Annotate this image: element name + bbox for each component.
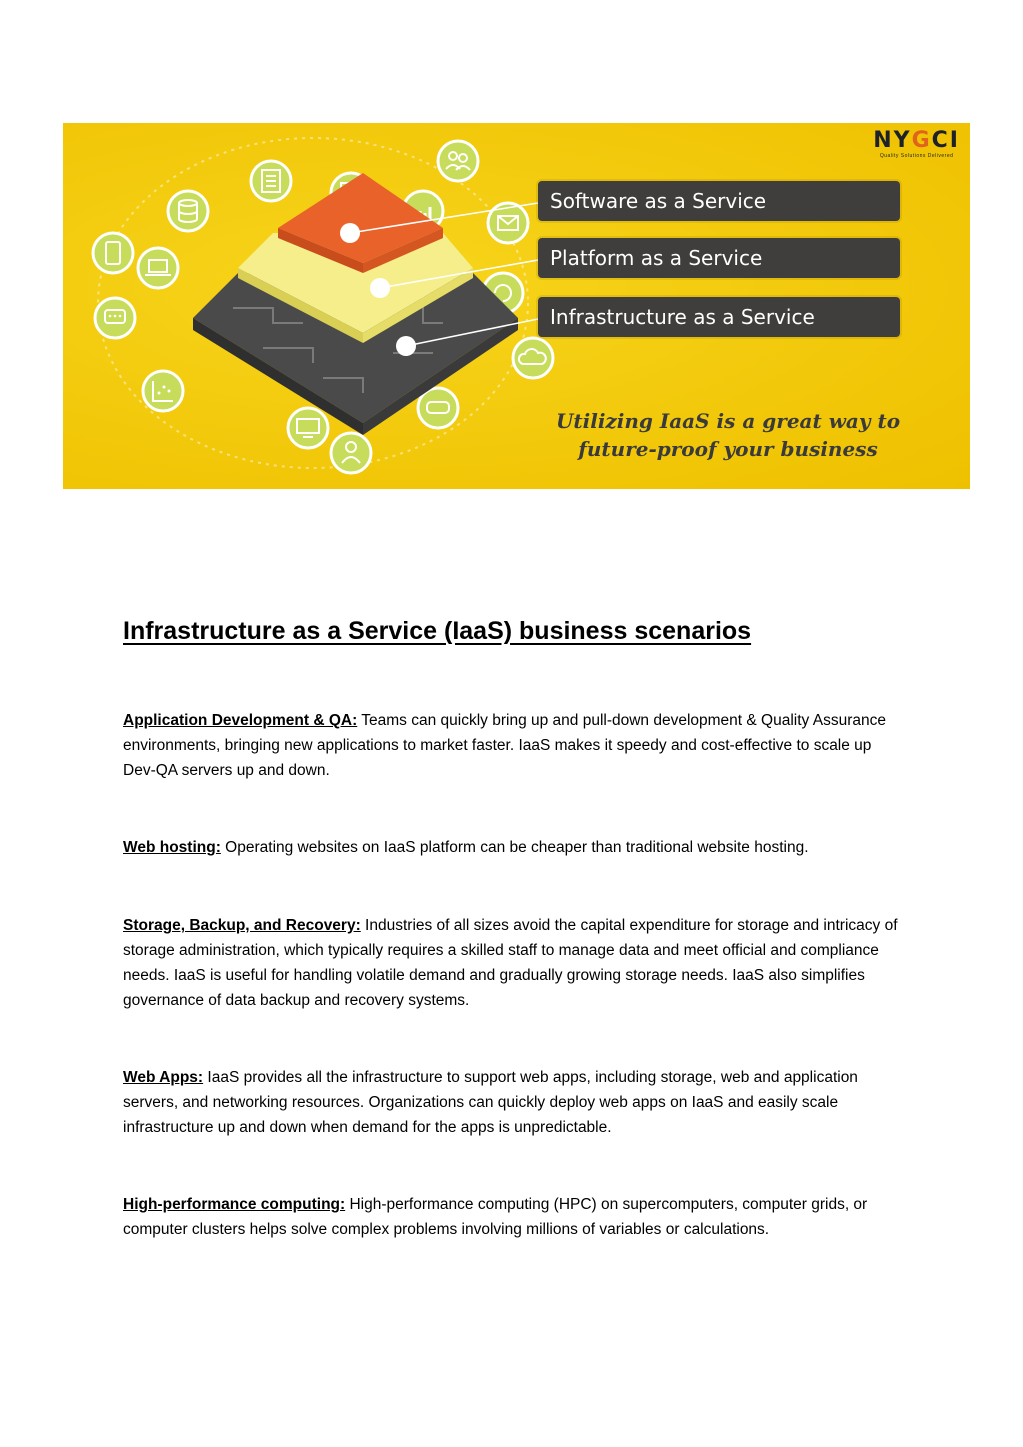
banner-tagline	[503, 407, 953, 463]
scenario-text: Industries of all sizes avoid the capital expenditure for storage and intricacy of storage administration, which typically requires a skilled staff to manage data and meet official and compliance needs. IaaS is useful for handling volatile demand and gradually growing storage needs. IaaS also simplifies governance of data backup and recovery systems.	[123, 917, 898, 1009]
cloud-icon	[513, 338, 553, 378]
scenario-storage-backup	[123, 913, 903, 1013]
scenario-hpc	[123, 1192, 903, 1242]
scenario-web-apps	[123, 1065, 903, 1140]
database-icon	[168, 191, 208, 231]
scatter-chart-icon	[143, 371, 183, 411]
monitor-icon	[288, 408, 328, 448]
scenario-term: High-performance computing:	[123, 1196, 346, 1213]
scenario-text: Operating websites on IaaS platform can be cheaper than traditional website hosting.	[220, 839, 809, 856]
iaas-label-box: Infrastructure as a Service	[538, 297, 900, 337]
chat-icon	[95, 298, 135, 338]
person-icon	[331, 433, 371, 473]
paas-label-box: Platform as a Service	[538, 238, 900, 278]
nygci-logo	[873, 129, 960, 159]
page-title: Infrastructure as a Service (IaaS) business scenarios	[123, 617, 752, 645]
scenario-term: Web hosting:	[123, 839, 221, 856]
hero-banner-image	[63, 123, 970, 489]
scenario-term: Application Development & QA:	[123, 712, 358, 729]
scenario-text: IaaS provides all the infrastructure to support web apps, including storage, web and application servers, and networking resources. Organizations can quickly deploy web apps on IaaS and easily scale infrastructure up and down when demand for the apps is unpredictable.	[123, 1069, 858, 1136]
user-group-icon	[438, 141, 478, 181]
mail-icon	[488, 203, 528, 243]
service-pyramid	[193, 173, 538, 435]
scenario-web-hosting	[123, 835, 903, 860]
tagline-line-2: future-proof your business	[578, 437, 878, 461]
phone-icon	[93, 233, 133, 273]
scenario-app-dev-qa	[123, 708, 903, 783]
scenario-text: High-performance computing (HPC) on supercomputers, computer grids, or computer clusters helps solve complex problems involving millions of variables or calculations.	[123, 1196, 868, 1238]
scenario-text: Teams can quickly bring up and pull-down development & Quality Assurance environments, bringing new applications to market faster. IaaS makes it speedy and cost-effective to scale up Dev-QA servers up and down.	[123, 712, 886, 779]
scenario-term: Storage, Backup, and Recovery:	[123, 917, 361, 934]
vr-headset-icon	[418, 388, 458, 428]
logo-wordmark: NYGCI	[873, 128, 960, 153]
document-list-icon	[251, 161, 291, 201]
logo-tagline: Quality Solutions Delivered	[879, 153, 954, 159]
scenario-term: Web Apps:	[123, 1069, 204, 1086]
saas-label-box: Software as a Service	[538, 181, 900, 221]
laptop-icon	[138, 248, 178, 288]
tagline-line-1: Utilizing IaaS is a great way to	[555, 409, 901, 433]
